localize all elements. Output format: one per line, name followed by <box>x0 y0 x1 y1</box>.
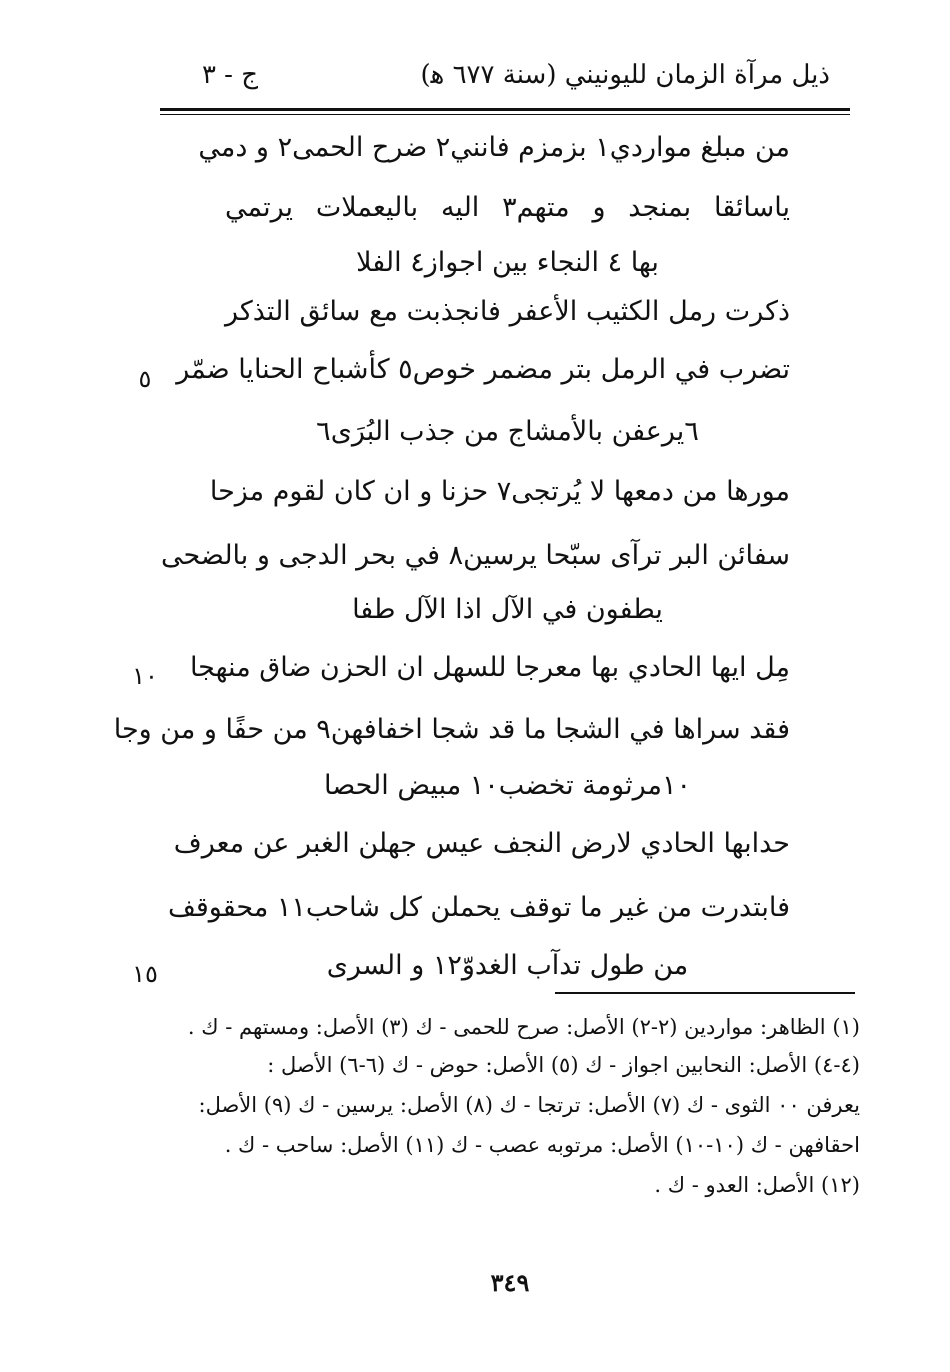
verse-line: فقد سراها في الشجا ما قد شجا اخفافهن٩ من حفًا و من وجا <box>113 714 790 745</box>
page-number: ٣٤٩ <box>490 1268 530 1297</box>
footnote-separator <box>555 992 855 994</box>
header-rule-thick <box>160 108 850 111</box>
running-header-volume: ج - ٣ <box>201 60 259 90</box>
footnote-line: (١) الظاهر: مواردين (٢-٢) الأصل: صرح للحمى - ك (٣) الأصل: ومستهم - ك . <box>187 1015 860 1039</box>
verse-line-centered: بها ٤ النجاء بين اجواز٤ الفلا <box>356 247 659 278</box>
verse-line: سفائن البر ترآى سبّحا يرسين٨ في بحر الدجى و بالضحى <box>160 540 790 571</box>
running-header-title: ذيل مرآة الزمان لليونيني (سنة ٦٧٧ ﻫ) <box>420 60 830 90</box>
header-rule-thin <box>160 114 850 115</box>
verse-line: فابتدرت من غير ما توقف يحملن كل شاحب١١ محقوقف <box>167 892 790 923</box>
footnote-line: يعرفن ٠٠ الثوى - ك (٧) الأصل: ترتجا - ك (٨) الأصل: يرسين - ك (٩) الأصل: <box>198 1093 860 1117</box>
verse-line: حدابها الحادي لارض النجف عيس جهلن الغبر عن معرف <box>173 828 790 859</box>
verse-line: تضرب في الرمل بتر مضمر خوص٥ كأشباح الحنايا ضمّر <box>176 354 790 385</box>
verse-line-centered: من طول تدآب الغدوّ١٢ و السرى <box>326 950 689 981</box>
verse-line: مِل ايها الحادي بها معرجا للسهل ان الحزن ضاق منهجا <box>189 652 790 683</box>
line-number-marker: ٥ <box>138 365 152 393</box>
line-number-marker: ١٥ <box>132 960 158 988</box>
verse-line-centered: ٦يرعفن بالأمشاج من جذب البُرَى٦ <box>316 416 699 447</box>
verse-line: ذكرت رمل الكثيب الأعفر فانجذبت مع سائق التذكر <box>225 296 790 327</box>
footnote-line: احقافهن - ك (١٠-١٠) الأصل: مرتوبه عصب - ك (١١) الأصل: ساحب - ك . <box>224 1133 860 1157</box>
verse-line-centered: ١٠مرثومة تخضب١٠ مبيض الحصا <box>323 770 692 801</box>
footnote-line: (٤-٤) الأصل: النحابين اجواز - ك (٥) الأصل: حوض - ك (٦-٦) الأصل : <box>267 1053 860 1077</box>
verse-line: من مبلغ مواردي١ بزمزم فانني٢ ضرح الحمى٢ و دمي <box>198 132 790 163</box>
verse-line-centered: يطفون في الآل اذا الآل طفا <box>352 594 663 625</box>
line-number-marker: ١٠ <box>132 662 158 690</box>
verse-line: ياسائقا بمنجد و متهم٣ اليه باليعملات يرتمي <box>225 192 790 223</box>
footnote-line: (١٢) الأصل: العدو - ك . <box>654 1173 860 1197</box>
verse-line: مورها من دمعها لا يُرتجى٧ حزنا و ان كان لقوم مزحا <box>209 476 790 507</box>
